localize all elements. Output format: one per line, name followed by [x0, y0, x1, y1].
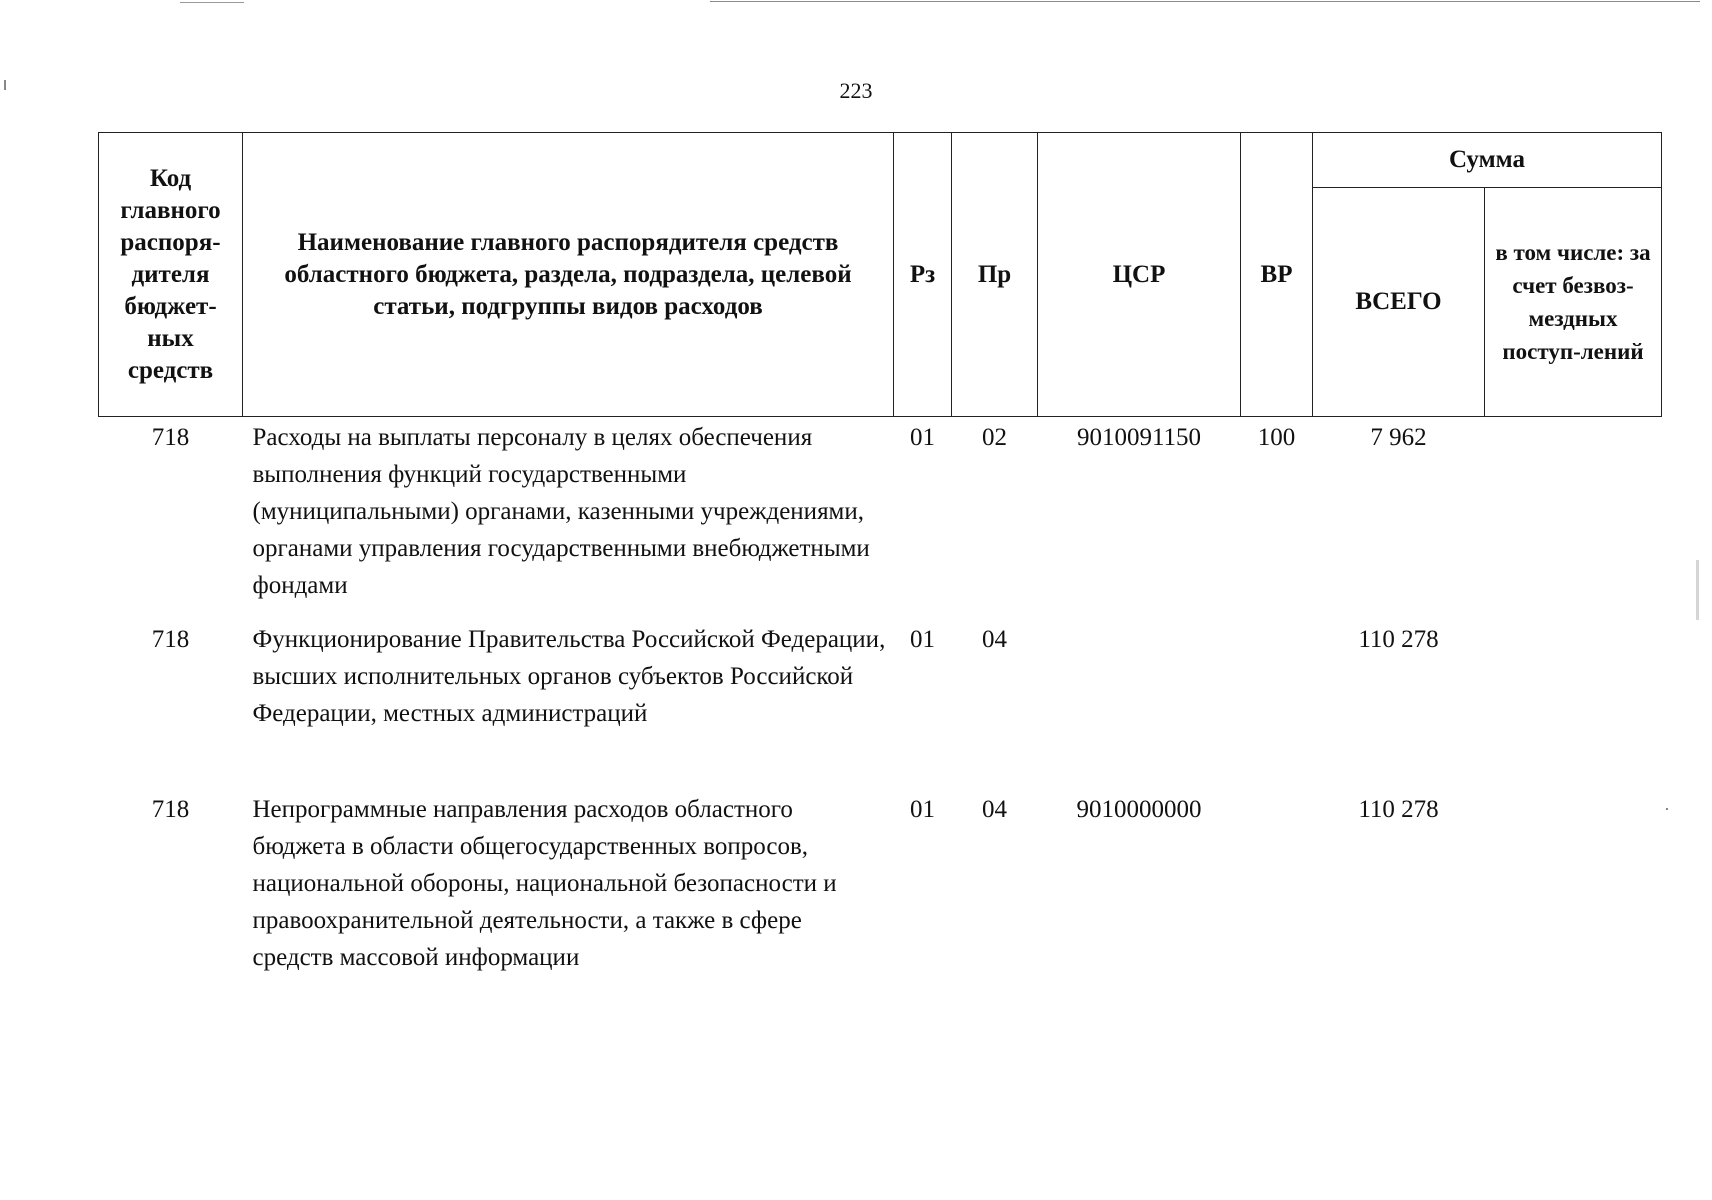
- cell-free: [1485, 621, 1662, 791]
- cell-csr: 9010091150: [1076, 424, 1202, 451]
- table-row: [99, 621, 1662, 791]
- table-header: [99, 133, 1662, 417]
- cell-rz: 01: [910, 424, 935, 451]
- cell-rz: 01: [910, 626, 935, 653]
- cell-csr: [1038, 621, 1241, 791]
- budget-table-container: [98, 132, 1662, 981]
- header-sum: Сумма: [1313, 133, 1662, 188]
- cell-code: 718: [151, 424, 190, 451]
- cell-rz: 01: [910, 796, 935, 823]
- cell-free: [1485, 417, 1662, 622]
- cell-name: Расходы на выплаты персоналу в целях обеспечения выполнения функций государственными (муниципальными) органами, казенными учреждениями, органами управления государственными внебюджетными фондами: [252, 424, 870, 599]
- header-csr: ЦСР: [1038, 133, 1241, 417]
- cell-pr: 04: [982, 796, 1007, 823]
- header-rz: Рз: [894, 133, 952, 417]
- cell-code: 718: [151, 796, 190, 823]
- cell-name: Функционирование Правительства Российской Федерации, высших исполнительных органов субъектов Российской Федерации, местных администраций: [252, 626, 886, 727]
- scan-speck: [4, 80, 6, 90]
- header-vr: ВР: [1241, 133, 1313, 417]
- table-body: [99, 417, 1662, 982]
- cell-name: Непрограммные направления расходов областного бюджета в области общегосударственных вопросов, национальной обороны, национальной безопасности и правоохранительной деятельности, а также в сфере средств массовой информации: [252, 796, 837, 971]
- cell-total: 7 962: [1370, 424, 1427, 451]
- page-number: 223: [839, 78, 873, 103]
- cell-free: [1485, 791, 1662, 981]
- budget-table: [98, 132, 1662, 981]
- header-total: ВСЕГО: [1313, 188, 1485, 417]
- scan-speck: [1666, 808, 1668, 810]
- cell-total: 110 278: [1358, 796, 1439, 823]
- scan-artifact-line: [710, 1, 1700, 2]
- cell-pr: 04: [982, 626, 1007, 653]
- header-code: Код главного распоря-дителя бюджет-ных средств: [99, 133, 243, 417]
- header-free: в том числе: за счет безвоз-мездных поступ-лений: [1485, 188, 1662, 417]
- cell-vr: [1241, 621, 1313, 791]
- header-name: Наименование главного распорядителя средств областного бюджета, раздела, подраздела, целевой статьи, подгруппы видов расходов: [243, 133, 894, 417]
- cell-code: 718: [151, 626, 190, 653]
- table-row: [99, 417, 1662, 622]
- cell-pr: 02: [982, 424, 1007, 451]
- scan-speck: [1696, 560, 1699, 620]
- cell-total: 110 278: [1358, 626, 1439, 653]
- header-pr: Пр: [952, 133, 1038, 417]
- cell-csr: 9010000000: [1076, 796, 1202, 823]
- cell-vr: 100: [1257, 424, 1296, 451]
- table-row: [99, 791, 1662, 981]
- cell-vr: [1241, 791, 1313, 981]
- scan-artifact-line: [180, 2, 244, 3]
